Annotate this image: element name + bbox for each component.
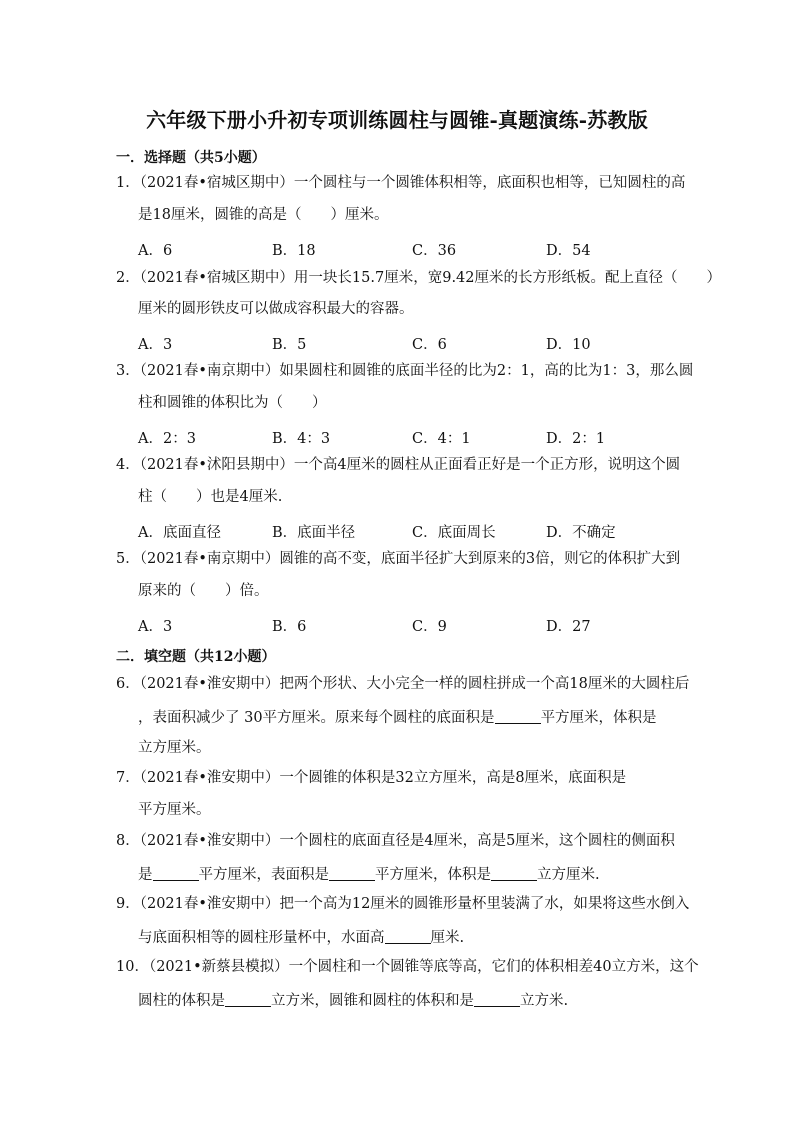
question-5-option-c: C．9 — [412, 619, 447, 635]
question-10-text-b: 立方米，圆锥和圆柱的体积和是 — [271, 993, 474, 1009]
question-2-option-d: D．10 — [546, 337, 591, 353]
question-10-line-1: 10．（2021•新蔡县模拟）一个圆柱和一个圆锥等底等高，它们的体积相差40立方米，这个 — [116, 959, 699, 975]
question-9-text-a: 与底面积相等的圆柱形量杯中，水面高 — [138, 930, 385, 946]
question-1-option-c: C．36 — [412, 243, 457, 259]
question-2-line-2: 厘米的圆形铁皮可以做成容积最大的容器。 — [138, 301, 414, 317]
question-1-option-a: A．6 — [138, 243, 173, 259]
question-3-line-1: 3．（2021春•南京期中）如果圆柱和圆锥的底面半径的比为2：1，高的比为1：3，那么圆 — [116, 363, 694, 379]
question-8-line-2 — [138, 866, 600, 883]
question-4-line-2: 柱（ ）也是4厘米. — [138, 489, 283, 505]
question-6-line-3 — [138, 740, 211, 756]
question-3-option-c: C．4：1 — [412, 431, 471, 447]
question-1-line-2: 是18厘米，圆锥的高是（ ）厘米。 — [138, 207, 389, 223]
question-8-text-c: 平方厘米，体积是 — [375, 867, 491, 883]
answer-blank[interactable] — [385, 929, 431, 944]
question-2-option-b: B．5 — [272, 337, 307, 353]
question-8-text-b: 平方厘米，表面积是 — [198, 867, 329, 883]
page-title: 六年级下册小升初专项训练圆柱与圆锥-真题演练-苏教版 — [146, 108, 648, 132]
question-2-option-c: C．6 — [412, 337, 447, 353]
answer-blank[interactable] — [474, 992, 520, 1007]
answer-blank[interactable] — [329, 866, 375, 881]
question-4-option-b: B．底面半径 — [272, 525, 356, 541]
question-5-line-1: 5．（2021春•南京期中）圆锥的高不变，底面半径扩大到原来的3倍，则它的体积扩大到 — [116, 551, 681, 567]
question-8-text-d: 立方厘米. — [537, 867, 600, 883]
question-1-option-d: D．54 — [546, 243, 591, 259]
question-9-line-1: 9．（2021春•淮安期中）把一个高为12厘米的圆锥形量杯里装满了水，如果将这些水倒入 — [116, 896, 690, 912]
question-9-line-2 — [138, 929, 464, 946]
question-3-line-2: 柱和圆锥的体积比为（ ） — [138, 395, 327, 411]
question-3-option-b: B．4：3 — [272, 431, 331, 447]
question-5-line-2: 原来的（ ）倍。 — [138, 583, 269, 599]
question-2-option-a: A．3 — [138, 337, 173, 353]
question-6-text-b: 平方厘米，体积是 — [540, 710, 657, 726]
question-10-text-a: 圆柱的体积是 — [138, 993, 225, 1009]
answer-blank[interactable] — [153, 866, 199, 881]
section-heading-fill: 二．填空题（共12小题） — [116, 649, 276, 665]
question-5-option-a: A．3 — [138, 619, 173, 635]
question-4-option-a: A．底面直径 — [138, 525, 221, 541]
section-heading-choice: 一．选择题（共5小题） — [116, 150, 266, 166]
question-5-option-d: D．27 — [546, 619, 591, 635]
question-10-text-c: 立方米. — [520, 993, 569, 1009]
question-9-text-b: 厘米. — [430, 930, 465, 946]
question-1-line-1: 1．（2021春•宿城区期中）一个圆柱与一个圆锥体积相等，底面积也相等，已知圆柱的高 — [116, 175, 686, 191]
question-8-text-a: 是 — [138, 867, 153, 883]
question-7-line-1: 7．（2021春•淮安期中）一个圆锥的体积是32立方厘米，高是8厘米，底面积是 — [116, 770, 627, 786]
question-6-text-a: ，表面积减少了 30平方厘米。原来每个圆柱的底面积是 — [138, 710, 495, 726]
question-6-line-1: 6．（2021春•淮安期中）把两个形状、大小完全一样的圆柱拼成一个高18厘米的大圆柱后 — [116, 676, 690, 692]
answer-blank[interactable] — [495, 709, 541, 724]
question-4-option-d: D．不确定 — [546, 525, 616, 541]
question-3-option-d: D．2：1 — [546, 431, 606, 447]
question-2-line-1: 2．（2021春•宿城区期中）用一块长15.7厘米，宽9.42厘米的长方形纸板。配上直径（ ） — [116, 270, 721, 286]
question-8-line-1: 8．（2021春•淮安期中）一个圆柱的底面直径是4厘米，高是5厘米，这个圆柱的侧面积 — [116, 833, 675, 849]
question-4-option-c: C．底面周长 — [412, 525, 496, 541]
question-1-option-b: B．18 — [272, 243, 316, 259]
answer-blank[interactable] — [491, 866, 537, 881]
question-4-line-1: 4．（2021春•沭阳县期中）一个高4厘米的圆柱从正面看正好是一个正方形，说明这个圆 — [116, 457, 681, 473]
question-6-line-2 — [138, 709, 657, 726]
question-3-option-a: A．2：3 — [138, 431, 196, 447]
question-7-line-2: 平方厘米。 — [138, 802, 211, 818]
answer-blank[interactable] — [225, 992, 271, 1007]
question-6-text-c: 立方厘米。 — [138, 740, 211, 756]
question-5-option-b: B．6 — [272, 619, 307, 635]
question-10-line-2 — [138, 992, 568, 1009]
